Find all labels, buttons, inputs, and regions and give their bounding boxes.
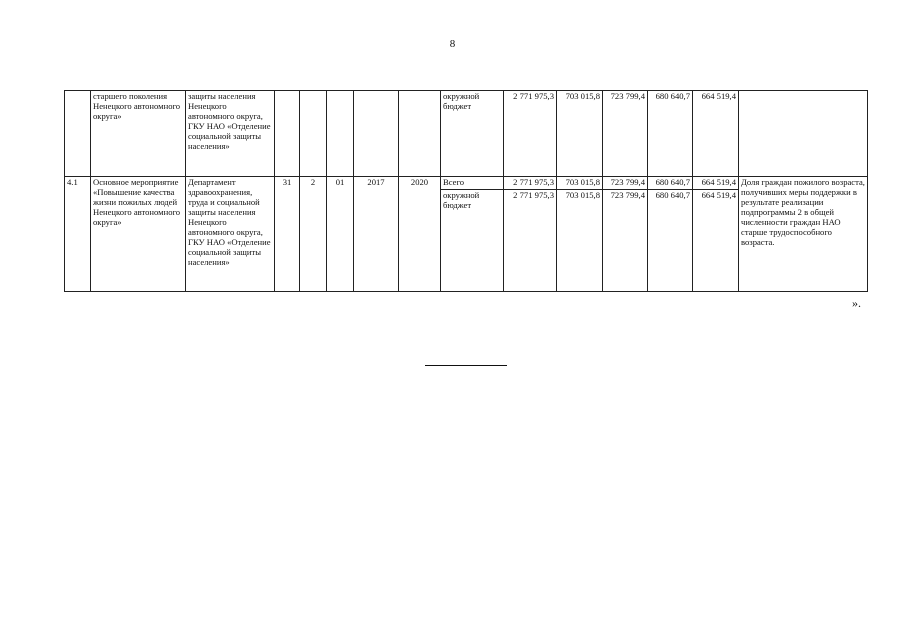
program-table bbox=[64, 90, 868, 292]
year-end: 2020 bbox=[399, 177, 441, 292]
year-end bbox=[399, 91, 441, 177]
code-cell bbox=[300, 91, 327, 177]
page-number: 8 bbox=[449, 38, 456, 50]
year-start bbox=[354, 91, 399, 177]
executor: Департамент здравоохранения, труда и социальной защиты населения Ненецкого автономного округа, ГКУ НАО «Отделение социальной защиты населения» bbox=[186, 177, 275, 292]
indicator: Доля граждан пожилого возраста, получивших меры поддержки в результате реализации подпрограммы 2 в общей численности граждан НАО старше трудоспособного возраста. bbox=[739, 177, 868, 292]
row-number bbox=[65, 91, 91, 177]
amount-year: 680 640,7 bbox=[648, 177, 693, 190]
amount-year: 703 015,8 bbox=[557, 190, 603, 292]
amount-total: 2 771 975,3 bbox=[504, 177, 557, 190]
executor: защиты населения Ненецкого автономного округа, ГКУ НАО «Отделение социальной защиты населения» bbox=[186, 91, 275, 177]
amount-year: 723 799,4 bbox=[603, 177, 648, 190]
funding-source: окружной бюджет bbox=[441, 91, 504, 177]
amount-year: 703 015,8 bbox=[557, 91, 603, 177]
code-cell: 31 bbox=[275, 177, 300, 292]
amount-year: 664 519,4 bbox=[693, 91, 739, 177]
funding-source: Всего bbox=[441, 177, 504, 190]
code-cell bbox=[275, 91, 300, 177]
footer-rule bbox=[425, 365, 507, 366]
year-start: 2017 bbox=[354, 177, 399, 292]
table-row bbox=[65, 91, 868, 177]
activity-name: старшего поколения Ненецкого автономного округа» bbox=[91, 91, 186, 177]
amount-total: 2 771 975,3 bbox=[504, 190, 557, 292]
closing-quote-mark: ». bbox=[852, 296, 861, 310]
amount-year: 703 015,8 bbox=[557, 177, 603, 190]
code-cell bbox=[327, 91, 354, 177]
table-row bbox=[65, 177, 868, 190]
amount-year: 664 519,4 bbox=[693, 190, 739, 292]
amount-year: 723 799,4 bbox=[603, 190, 648, 292]
code-cell: 01 bbox=[327, 177, 354, 292]
activity-name: Основное мероприятие «Повышение качества жизни пожилых людей Ненецкого автономного округа» bbox=[91, 177, 186, 292]
amount-total: 2 771 975,3 bbox=[504, 91, 557, 177]
amount-year: 680 640,7 bbox=[648, 91, 693, 177]
row-number: 4.1 bbox=[65, 177, 91, 292]
code-cell: 2 bbox=[300, 177, 327, 292]
amount-year: 664 519,4 bbox=[693, 177, 739, 190]
amount-year: 723 799,4 bbox=[603, 91, 648, 177]
indicator bbox=[739, 91, 868, 177]
funding-source: окружной бюджет bbox=[441, 190, 504, 292]
amount-year: 680 640,7 bbox=[648, 190, 693, 292]
